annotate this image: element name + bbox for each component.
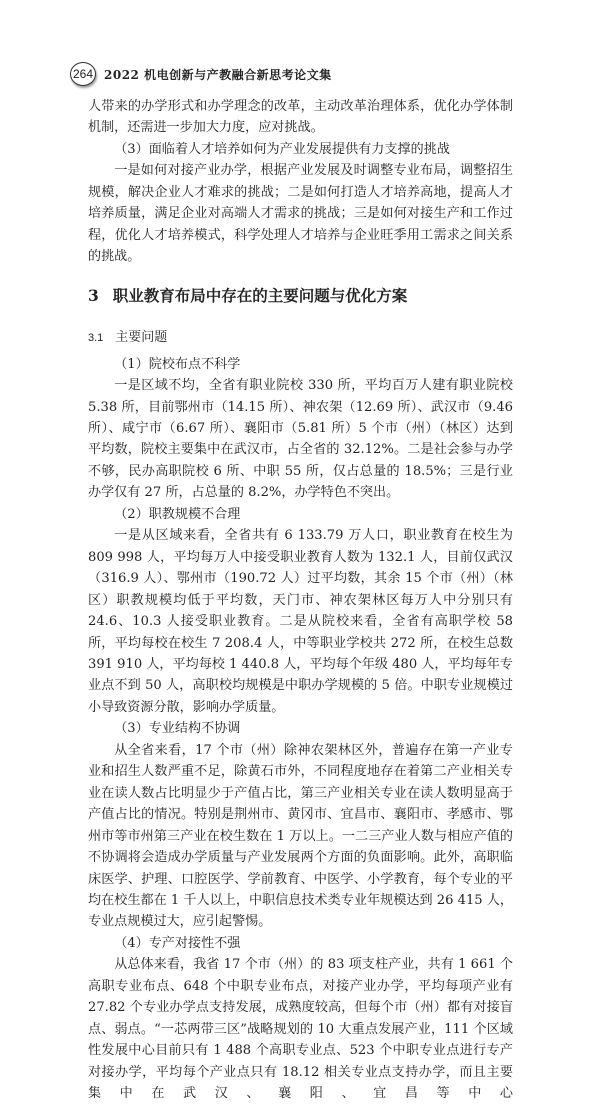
item-heading: （1）院校布点不科学 <box>114 356 241 372</box>
section-heading <box>88 268 513 324</box>
section-number: 3 <box>88 285 99 305</box>
paragraph: 一是从区域来看，全省共有 6 133.79 万人口，职业教育在校生为 809 998 人，平均每万人中接受职业教育人数为 132.1 人，目前仅武汉（316.9 人）、鄂州市（190.72 人）过平均数，其余 15 个市（州）（林区）职教规模均低于平均数，天门市、神农架林区每万人中分别只有 24.6、10.3 人接受职业教育。二是从院校来看，全省有高职学校 58 所，平均每校在校生 7 208.4 人，中等职业学校共 272 所，在校生总数 391 910 人，平均每校 1 440.8 人，平均每个年级 480 人，平均每年专业点不到 50 人，高职校均规模是中职办学规模的 5 倍。中职专业规模过小导致资源分散，影响办学质量。 <box>88 528 513 715</box>
section-title: 职业教育布局中存在的主要问题与优化方案 <box>112 285 408 305</box>
page-number: 264 <box>70 62 96 86</box>
item-heading: （3）面临着人才培养如何为产业发展提供有力支撑的挑战 <box>114 141 450 157</box>
book-title: 2022 机电创新与产教融合新思考论文集 <box>104 67 332 82</box>
subsection-heading <box>88 324 513 354</box>
paragraph: 从总体来看，我省 17 个市（州）的 83 项支柱产业，共有 1 661 个高职专业布点、648 个中职专业布点，对接产业办学，平均每项产业有 27.82 个专业办学点支持发展，成熟度较高，但每个市（州）都有对接盲点、弱点。“一芯两带三区”战略规划的 10 大重点发展产业，111 个区域性发展中心目前只有 1 488 个高职专业点、523 个中职专业点进行专产对接办学，平均每个产业点只有 18.12 相关专业点支持办学，而且主要集中在武汉、襄阳、宜昌等中心 <box>88 957 513 1102</box>
paragraph: 从全省来看，17 个市（州）除神农架林区外，普遍存在第一产业专业和招生人数严重不足，除黄石市外，不同程度地存在着第二产业相关专业在读人数占比明显少于产值占比，第三产业相关专业在读人数明显高于产值占比的情况。特别是荆州市、黄冈市、宜昌市、襄阳市、孝感市、鄂州市等市州第三产业在校生数在 1 万以上。一二三产业人数与相应产值的不协调将会造成办学质量与产业发展两个方面的负面影响。此外，高职临床医学、护理、口腔医学、学前教育、中医学、小学教育，每个专业的平均在校生都在 1 千人以上，中职信息技术类专业年规模达到 26 415 人，专业点规模过大，应引起警惕。 <box>88 742 513 930</box>
item-heading: （3）专业结构不协调 <box>114 721 241 737</box>
item-heading: （2）职教规模不合理 <box>114 506 241 522</box>
running-header <box>70 62 332 86</box>
paragraph: 人带来的办学形式和办学理念的改革，主动改革治理体系，优化办学体制机制，还需进一步加大力度，应对挑战。 <box>88 99 513 136</box>
subsection-number: 3.1 <box>88 331 104 344</box>
paragraph: 一是区域不均，全省有职业院校 330 所，平均百万人建有职业院校 5.38 所，目前鄂州市（14.15 所）、神农架（12.69 所）、武汉市（9.46 所）、咸宁市（6.67 所）、襄阳市（5.81 所）5 个市（州）（林区）达到平均数，院校主要集中在武汉市，占全省的 32.12%。二是社会参与办学不够，民办高职院校 6 所、中职 55 所，仅占总量的 18.5%；三是行业办学仅有 27 所，占总量的 8.2%，办学特色不突出。 <box>88 378 513 501</box>
item-heading: （4）专产对接性不强 <box>114 935 241 951</box>
paragraph: 一是如何对接产业办学，根据产业发展及时调整专业布局，调整招生规模，解决企业人才难求的挑战；二是如何打造人才培养高地，提高人才培养质量，满足企业对高端人才需求的挑战；三是如何对接生产和工作过程，优化人才培养模式，科学处理人才培养与企业旺季用工需求之间关系的挑战。 <box>88 163 513 265</box>
subsection-title: 主要问题 <box>115 328 168 344</box>
page-body <box>88 96 513 1104</box>
